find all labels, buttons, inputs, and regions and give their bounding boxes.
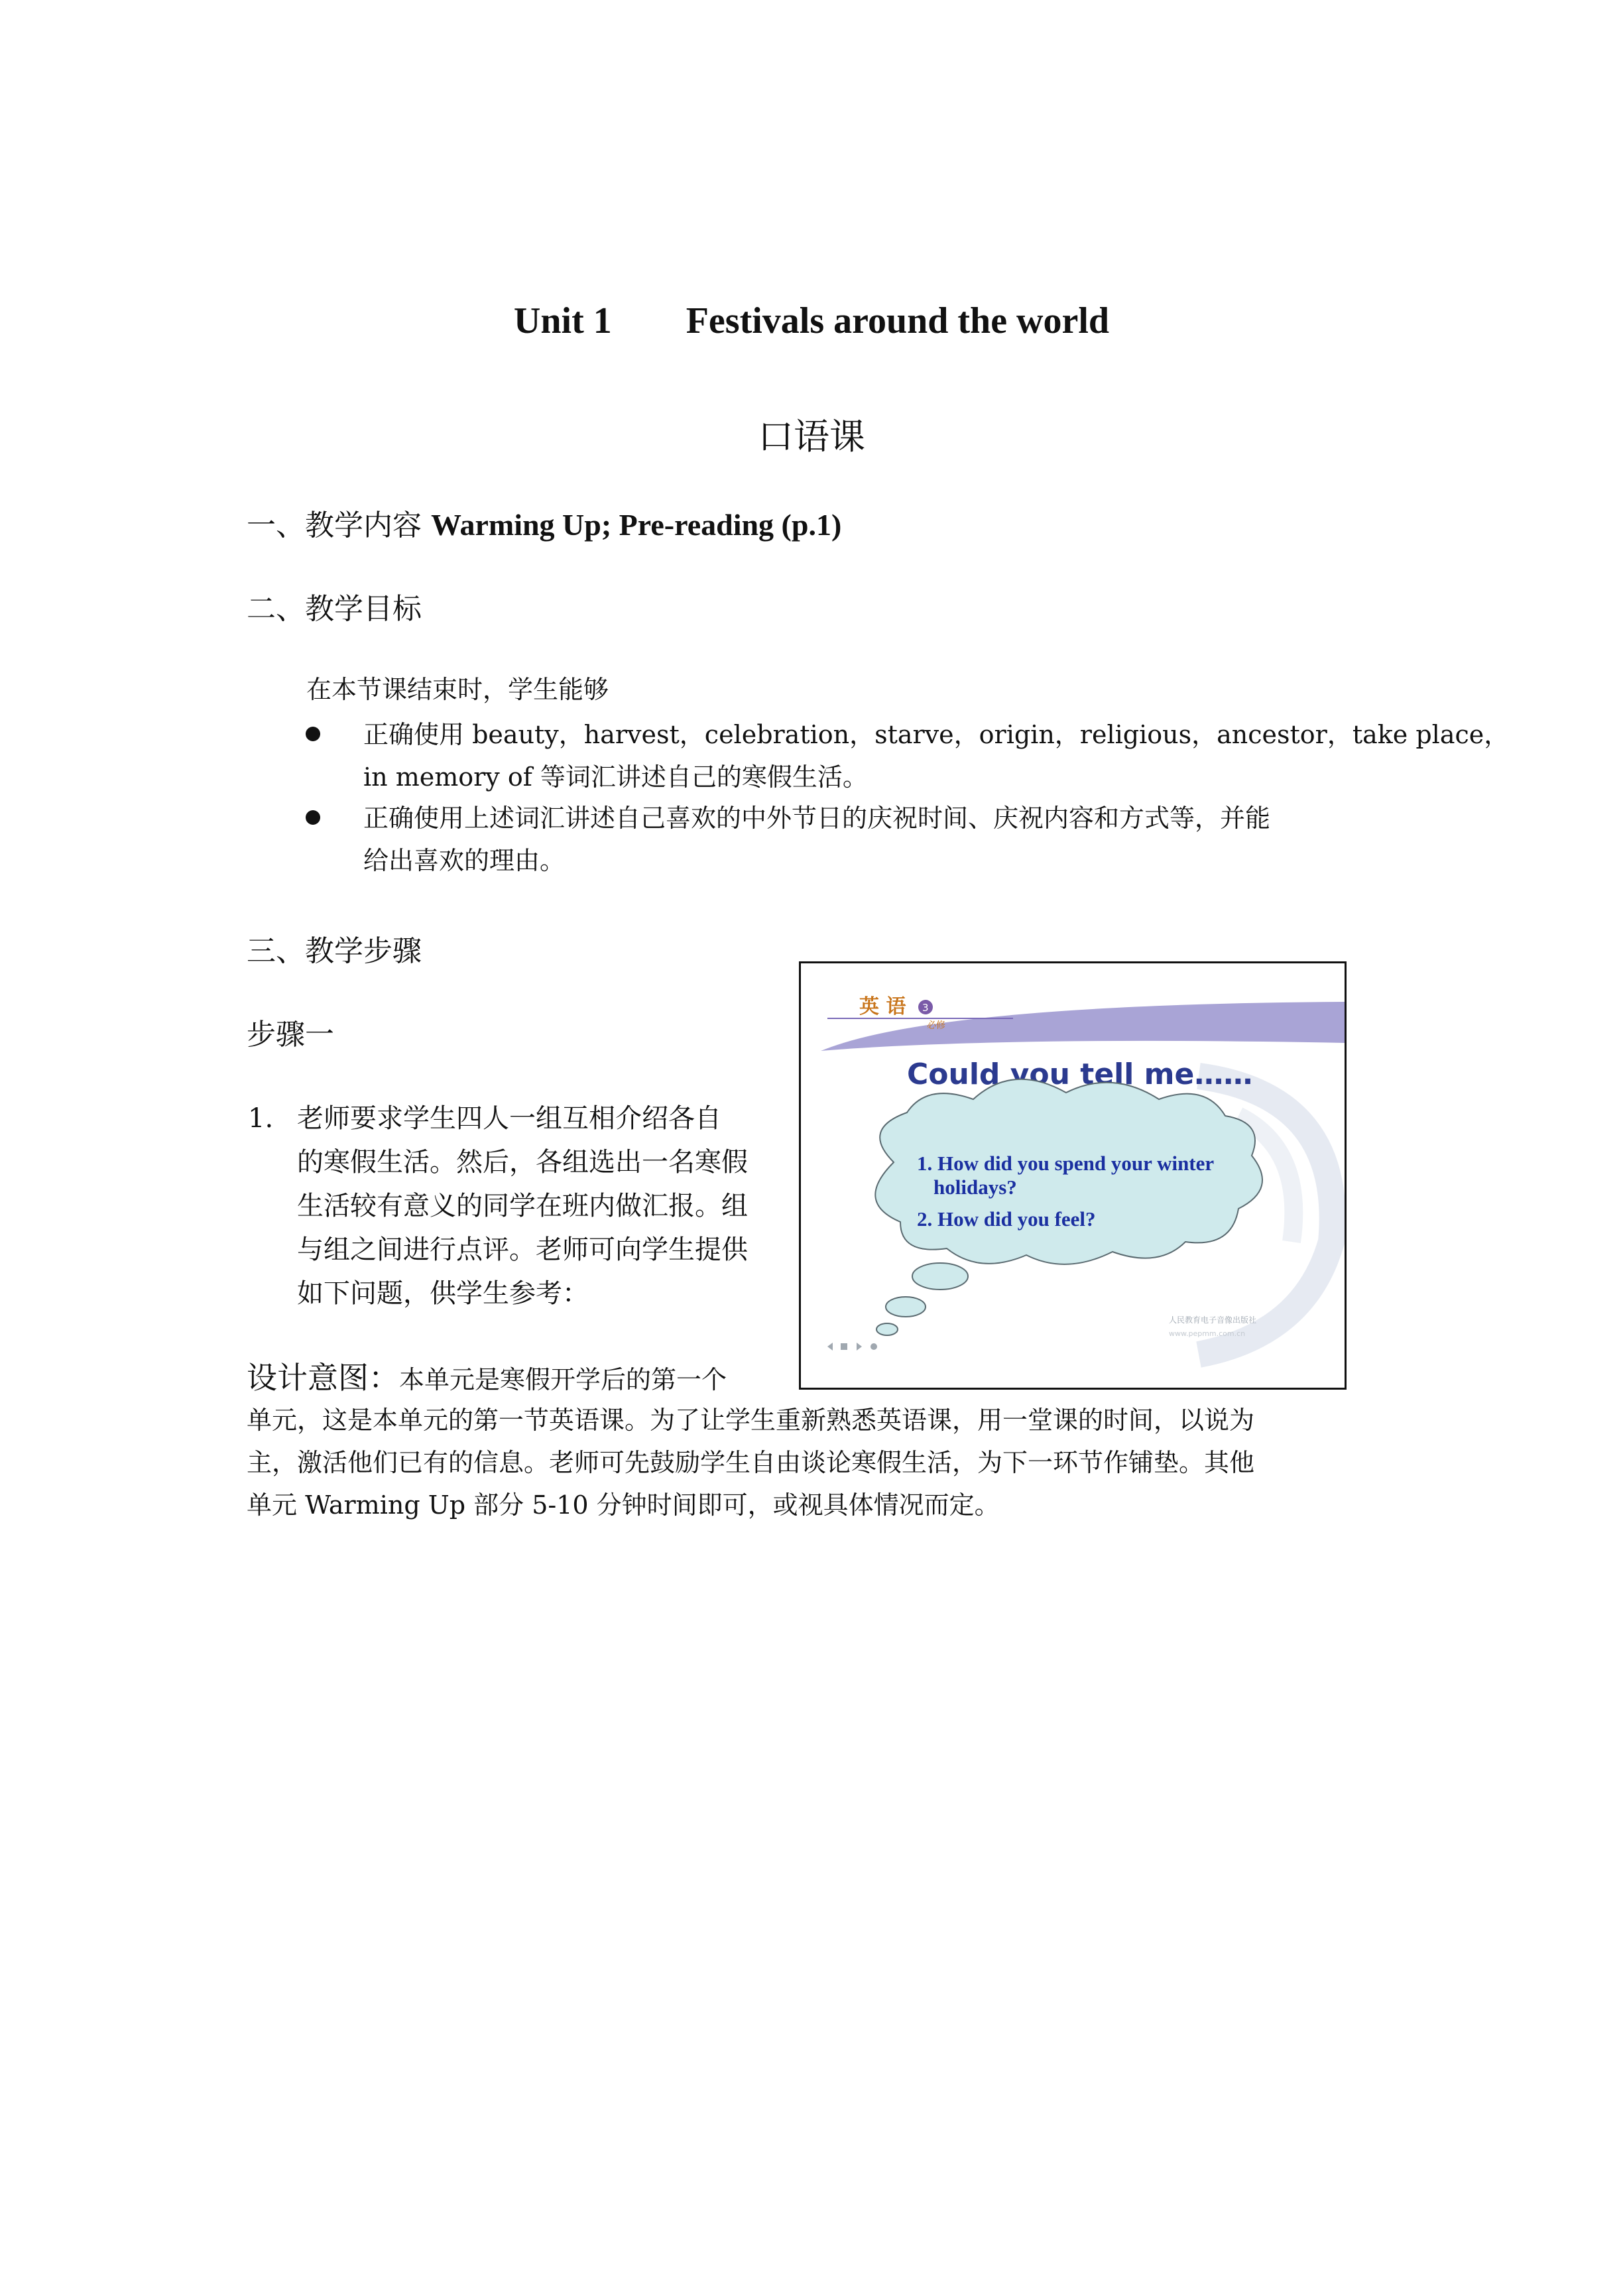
slide-publisher: 人民教育电子音像出版社 (1169, 1315, 1257, 1325)
design-line: 主，激活他们已有的信息。老师可先鼓励学生自由谈论寒假生活，为下一环节作铺垫。其他 (247, 1448, 1255, 1477)
slide-heading: Could you tell me…… (907, 1057, 1253, 1091)
lesson-slide-image (799, 961, 1347, 1390)
goals-intro: 在本节课结束时，学生能够 (306, 675, 609, 704)
goal-item-2 (363, 797, 1270, 882)
step-line: 生活较有意义的同学在班内做汇报。组 (297, 1191, 748, 1221)
slide-brand: 英 语 (859, 995, 906, 1018)
section-steps-heading: 三、教学步骤 (247, 934, 422, 968)
section-content-label: 一、教学内容 (247, 509, 422, 542)
section-goals-heading: 二、教学目标 (247, 592, 422, 626)
goal-item-2-line2: 给出喜欢的理由。 (363, 846, 566, 875)
page-subtitle: 口语课 (758, 416, 865, 457)
slide-question-1: 1. How did you spend your winter (917, 1152, 1215, 1175)
slide-volume: 3 (922, 1002, 929, 1014)
thought-bubble-icon (876, 1323, 898, 1335)
design-intent-body (247, 1399, 1254, 1526)
goal-item-1-line1: 正确使用 beauty，harvest，celebration，starve，origin，religious，ancestor，take place， (363, 720, 1510, 749)
section-content-text: Warming Up; Pre-reading (p.1) (431, 508, 842, 542)
unit-name: Festivals around the world (686, 300, 1110, 341)
goal-item-1 (363, 713, 1509, 798)
step-line: 老师要求学生四人一组互相介绍各自 (297, 1103, 721, 1134)
design-intent-text: 本单元是寒假开学后的第一个 (399, 1365, 727, 1394)
menu-icon (841, 1343, 847, 1350)
slide-nav-icons (827, 1343, 877, 1351)
bullet-icon (306, 727, 320, 741)
slide-graphic (801, 963, 1345, 1388)
step-line: 的寒假生活。然后，各组选出一名寒假 (297, 1147, 748, 1178)
step-one-label: 步骤一 (247, 1018, 334, 1052)
unit-number: Unit 1 (513, 300, 612, 341)
goal-item-1-line2: in memory of 等词汇讲述自己的寒假生活。 (363, 762, 868, 792)
goal-item-2-line1: 正确使用上述词汇讲述自己喜欢的中外节日的庆祝时间、庆祝内容和方式等，并能 (363, 804, 1271, 833)
prev-icon (827, 1343, 833, 1351)
step-line: 与组之间进行点评。老师可向学生提供 (297, 1235, 748, 1265)
step-line: 如下问题，供学生参考： (297, 1278, 589, 1309)
design-line: 单元，这是本单元的第一节英语课。为了让学生重新熟悉英语课，用一堂课的时间，以说为 (247, 1406, 1255, 1435)
slide-sub: 必修 (927, 1020, 945, 1031)
slide-question-1-cont: holidays? (933, 1176, 1017, 1199)
slide-question-2: 2. How did you feel? (917, 1207, 1096, 1231)
section-content-heading (247, 501, 841, 544)
design-line: 单元 Warming Up 部分 5-10 分钟时间即可，或视具体情况而定。 (247, 1490, 1000, 1520)
design-intent-label: 设计意图： (247, 1360, 399, 1396)
design-intent-first-line (247, 1357, 727, 1401)
home-icon (871, 1343, 877, 1350)
step-item-text (297, 1097, 748, 1315)
slide-url: www.pepmm.com.cn (1169, 1329, 1246, 1338)
page-title (0, 300, 1623, 342)
bullet-icon (306, 810, 320, 825)
thought-bubble-icon (912, 1263, 968, 1290)
thought-bubble-icon (886, 1297, 926, 1317)
step-item-number: 1. (248, 1103, 274, 1134)
next-icon (857, 1343, 862, 1351)
